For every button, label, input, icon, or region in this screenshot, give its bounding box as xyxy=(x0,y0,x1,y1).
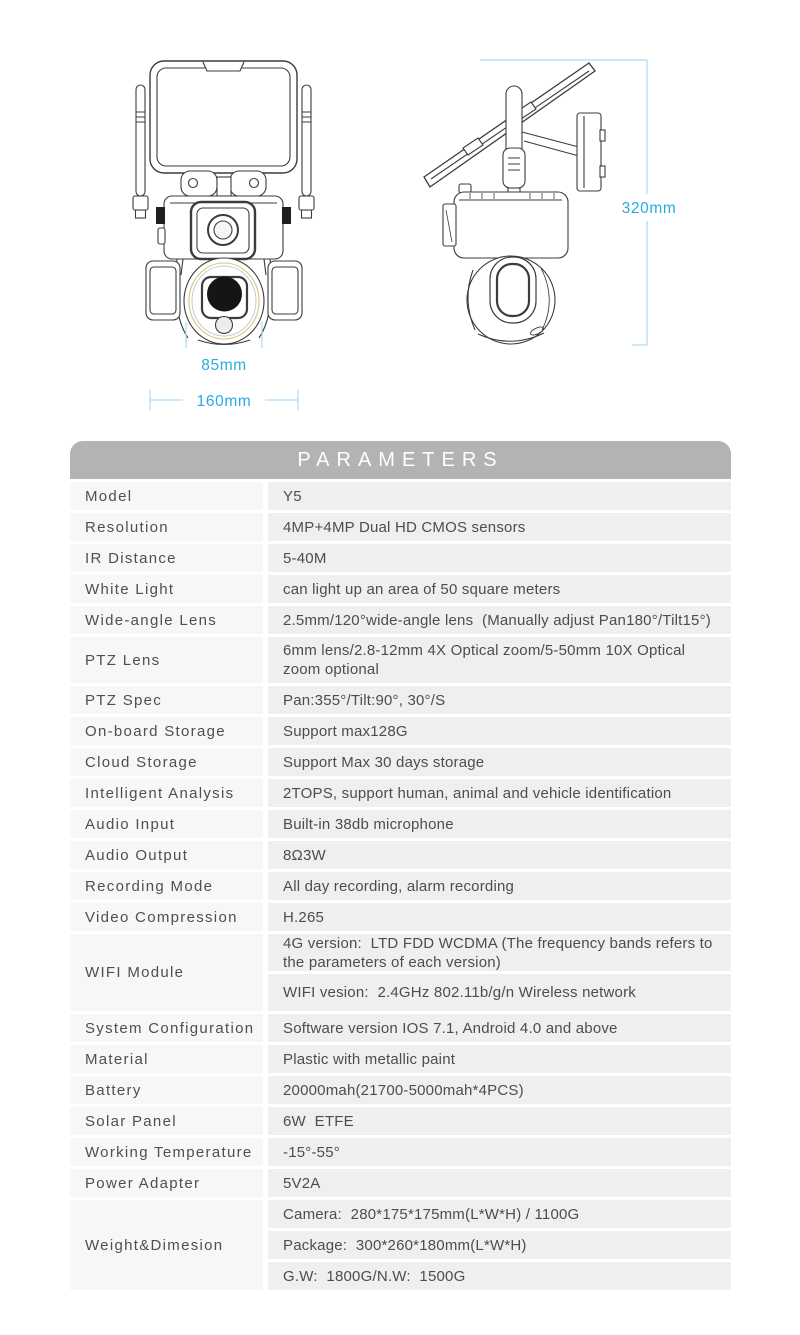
spec-row xyxy=(70,1138,731,1166)
spec-value: H.265 xyxy=(268,903,731,931)
spec-row xyxy=(70,1014,731,1042)
spec-values xyxy=(268,903,731,931)
spec-row xyxy=(70,606,731,634)
spec-row xyxy=(70,872,731,900)
spec-value: 4MP+4MP Dual HD CMOS sensors xyxy=(268,513,731,541)
spec-label: Power Adapter xyxy=(70,1169,263,1197)
spec-label: Battery xyxy=(70,1076,263,1104)
spec-label: On-board Storage xyxy=(70,717,263,745)
spec-row xyxy=(70,513,731,541)
spec-label: Audio Output xyxy=(70,841,263,869)
spec-value: Support max128G xyxy=(268,717,731,745)
spec-row xyxy=(70,1076,731,1104)
spec-values xyxy=(268,841,731,869)
table-header xyxy=(70,441,731,479)
spec-values xyxy=(268,1014,731,1042)
spec-values xyxy=(268,1200,731,1290)
spec-value: 8Ω3W xyxy=(268,841,731,869)
camera-drawings-svg xyxy=(0,0,800,432)
spec-values xyxy=(268,717,731,745)
spec-value: 20000mah(21700-5000mah*4PCS) xyxy=(268,1076,731,1104)
spec-value: -15°-55° xyxy=(268,1138,731,1166)
panel-hinges-icon xyxy=(181,171,266,196)
spec-label: White Light xyxy=(70,575,263,603)
spec-label: Material xyxy=(70,1045,263,1073)
spec-row xyxy=(70,1200,731,1290)
spotlight-right-icon xyxy=(268,261,302,320)
spec-label: PTZ Lens xyxy=(70,637,263,683)
spec-row xyxy=(70,903,731,931)
spec-label: Cloud Storage xyxy=(70,748,263,776)
spec-value: All day recording, alarm recording xyxy=(268,872,731,900)
dimension-label-85mm: 85mm xyxy=(201,357,247,374)
spec-values xyxy=(268,606,731,634)
spec-values xyxy=(268,1169,731,1197)
product-diagram xyxy=(0,0,800,432)
wide-angle-lens-icon xyxy=(191,202,255,259)
spec-label: Video Compression xyxy=(70,903,263,931)
spotlight-left-icon xyxy=(146,261,180,320)
spec-values xyxy=(268,872,731,900)
spec-value: 4G version: LTD FDD WCDMA (The frequency bands refers to the parameters of each version) xyxy=(268,934,731,971)
spec-label: Weight&Dimesion xyxy=(70,1200,263,1290)
spec-row xyxy=(70,1107,731,1135)
spec-value: Plastic with metallic paint xyxy=(268,1045,731,1073)
spec-values xyxy=(268,810,731,838)
spec-row xyxy=(70,934,731,1011)
spec-values xyxy=(268,482,731,510)
spec-row xyxy=(70,779,731,807)
spec-row xyxy=(70,637,731,683)
spec-row xyxy=(70,717,731,745)
ptz-ball-side-icon xyxy=(467,256,555,344)
spec-label: Resolution xyxy=(70,513,263,541)
spec-values xyxy=(268,1107,731,1135)
spec-values xyxy=(268,748,731,776)
spec-row xyxy=(70,575,731,603)
spec-label: IR Distance xyxy=(70,544,263,572)
spec-value: 2.5mm/120°wide-angle lens (Manually adjust Pan180°/Tilt15°) xyxy=(268,606,731,634)
spec-label: Model xyxy=(70,482,263,510)
ptz-ball-front-icon xyxy=(184,258,264,345)
spec-value: Pan:355°/Tilt:90°, 30°/S xyxy=(268,686,731,714)
spec-value: Y5 xyxy=(268,482,731,510)
spec-value: Built-in 38db microphone xyxy=(268,810,731,838)
spec-row xyxy=(70,810,731,838)
spec-value: 5V2A xyxy=(268,1169,731,1197)
spec-row xyxy=(70,1169,731,1197)
spec-values xyxy=(268,1138,731,1166)
spec-values xyxy=(268,513,731,541)
spec-value: Support Max 30 days storage xyxy=(268,748,731,776)
spec-values xyxy=(268,934,731,1011)
dimension-label-160mm: 160mm xyxy=(196,393,252,410)
solar-panel-front-icon xyxy=(150,61,297,173)
spec-row xyxy=(70,544,731,572)
spec-value: can light up an area of 50 square meters xyxy=(268,575,731,603)
spec-value: Software version IOS 7.1, Android 4.0 and above xyxy=(268,1014,731,1042)
parameters-table xyxy=(70,441,731,1290)
spec-row xyxy=(70,686,731,714)
spec-value: G.W: 1800G/N.W: 1500G xyxy=(268,1262,731,1290)
spec-label: System Configuration xyxy=(70,1014,263,1042)
spec-value: 2TOPS, support human, animal and vehicle identification xyxy=(268,779,731,807)
spec-label: Recording Mode xyxy=(70,872,263,900)
spec-values xyxy=(268,544,731,572)
spec-table-body xyxy=(70,482,731,1290)
front-view-drawing xyxy=(133,61,314,410)
spec-values xyxy=(268,686,731,714)
side-view-drawing xyxy=(424,60,676,345)
spec-value: 5-40M xyxy=(268,544,731,572)
spec-value: Camera: 280*175*175mm(L*W*H) / 1100G xyxy=(268,1200,731,1228)
spec-label: Wide-angle Lens xyxy=(70,606,263,634)
spec-row xyxy=(70,748,731,776)
antenna-right-icon xyxy=(299,85,314,218)
spec-values xyxy=(268,1045,731,1073)
dimension-label-320mm: 320mm xyxy=(621,200,677,217)
table-title: PARAMETERS xyxy=(297,448,504,471)
spec-label: PTZ Spec xyxy=(70,686,263,714)
spec-row xyxy=(70,1045,731,1073)
wall-mount-icon xyxy=(522,113,605,191)
spec-label: Audio Input xyxy=(70,810,263,838)
spec-row xyxy=(70,482,731,510)
spec-label: Intelligent Analysis xyxy=(70,779,263,807)
spec-value: WIFI vesion: 2.4GHz 802.11b/g/n Wireless network xyxy=(268,974,731,1011)
spec-values xyxy=(268,575,731,603)
spec-values xyxy=(268,1076,731,1104)
camera-body-side-icon xyxy=(443,184,568,258)
spec-value: Package: 300*260*180mm(L*W*H) xyxy=(268,1231,731,1259)
spec-values xyxy=(268,779,731,807)
spec-label: WIFI Module xyxy=(70,934,263,1011)
spec-value: 6W ETFE xyxy=(268,1107,731,1135)
spec-row xyxy=(70,841,731,869)
spec-values xyxy=(268,637,731,683)
antenna-left-icon xyxy=(133,85,148,218)
spec-label: Solar Panel xyxy=(70,1107,263,1135)
spec-value: 6mm lens/2.8-12mm 4X Optical zoom/5-50mm 10X Optical zoom optional xyxy=(268,637,731,683)
spec-label: Working Temperature xyxy=(70,1138,263,1166)
